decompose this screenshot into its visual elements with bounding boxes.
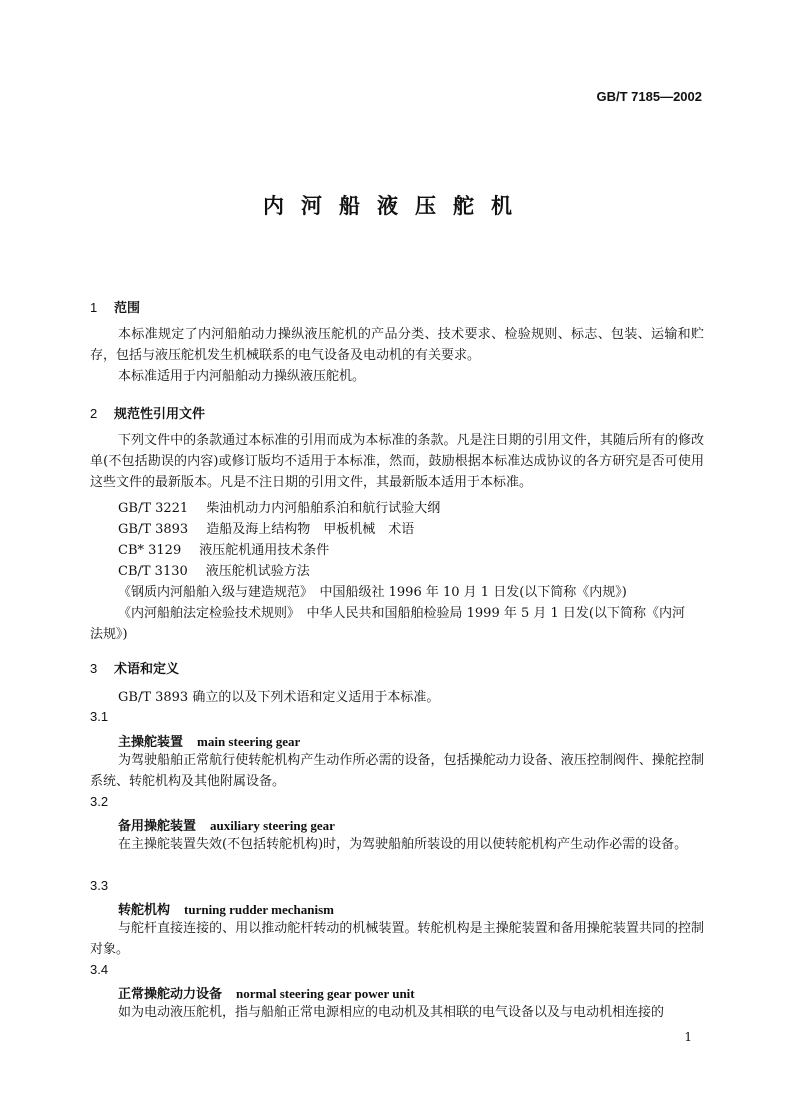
clause-number: 3.2 xyxy=(90,794,109,809)
term-heading xyxy=(118,983,415,1002)
term-heading xyxy=(118,815,335,834)
reference-item xyxy=(118,497,440,516)
term-en: turning rudder mechanism xyxy=(184,902,335,917)
reference-title: 液压舵机通用技术条件 xyxy=(199,543,330,558)
paragraph: 本标准规定了内河船舶动力操纵液压舵机的产品分类、技术要求、检验规则、标志、包装、运输和贮存，包括与液压舵机发生机械联系的电气设备及电动机的有关要求。 xyxy=(90,327,704,363)
term-heading xyxy=(118,731,300,750)
reference-code: CB* 3129 xyxy=(118,543,182,558)
reference-code: GB/T 3221 xyxy=(118,501,189,516)
reference-code: CB/T 3130 xyxy=(118,564,188,579)
reference-item xyxy=(118,560,310,579)
clause-number: 3.1 xyxy=(90,709,109,724)
standard-number: GB/T 7185—2002 xyxy=(596,89,702,104)
reference-item xyxy=(118,539,329,558)
section-title: 范围 xyxy=(114,301,141,316)
reference-item-continued: 法规》) xyxy=(90,627,128,642)
paragraph: 本标准适用于内河船舶动力操纵液压舵机。 xyxy=(118,369,366,384)
section-number: 3 xyxy=(90,661,98,676)
reference-title: 柴油机动力内河船舶系泊和航行试验大纲 xyxy=(206,501,441,516)
term-zh: 正常操舵动力设备 xyxy=(118,987,223,1002)
reference-item xyxy=(118,518,414,537)
reference-title: 液压舵机试验方法 xyxy=(205,564,310,579)
reference-title: 造船及海上结构物 甲板机械 术语 xyxy=(206,522,415,537)
term-zh: 转舵机构 xyxy=(118,903,171,918)
term-en: auxiliary steering gear xyxy=(210,818,335,833)
reference-code: GB/T 3893 xyxy=(118,522,189,537)
section-heading-3 xyxy=(90,658,179,677)
term-definition: 为驾驶船舶正常航行使转舵机构产生动作所必需的设备，包括操舵动力设备、液压控制阀件、操舵控制系统、转舵机构及其他附属设备。 xyxy=(90,753,704,789)
term-zh: 主操舵装置 xyxy=(118,735,184,750)
term-definition: 如为电动液压舵机，指与船舶正常电源相应的电动机及其相联的电气设备以及与电动机相连接的 xyxy=(118,1005,665,1020)
term-en: normal steering gear power unit xyxy=(236,986,415,1001)
paragraph: GB/T 3893 确立的以及下列术语和定义适用于本标准。 xyxy=(118,690,440,705)
term-definition: 与舵杆直接连接的、用以推动舵杆转动的机械装置。转舵机构是主操舵装置和备用操舵装置共同的控制对象。 xyxy=(90,921,704,957)
section-title: 规范性引用文件 xyxy=(114,407,206,422)
clause-number: 3.4 xyxy=(90,962,109,977)
clause-number: 3.3 xyxy=(90,878,109,893)
paragraph: 下列文件中的条款通过本标准的引用而成为本标准的条款。凡是注日期的引用文件，其随后所有的修改单(不包括勘误的内容)或修订版均不适用于本标准，然而，鼓励根据本标准达成协议的各方研究是否可使用这些文件的最新版本。凡是不注日期的引用文件，其最新版本适用于本标准。 xyxy=(90,433,704,490)
section-heading-1 xyxy=(90,297,140,316)
reference-item: 《内河船舶法定检验技术规则》 中华人民共和国船舶检验局 1999 年 5 月 1 日发(以下简称《内河 xyxy=(118,606,685,621)
term-zh: 备用操舵装置 xyxy=(118,819,197,834)
reference-item: 《钢质内河船舶入级与建造规范》 中国船级社 1996 年 10 月 1 日发(以下简称《内规》) xyxy=(118,585,627,600)
document-title: 内河船液压舵机 xyxy=(263,194,529,218)
section-number: 1 xyxy=(90,300,98,315)
section-heading-2 xyxy=(90,403,205,422)
term-heading xyxy=(118,899,334,918)
section-title: 术语和定义 xyxy=(114,662,180,677)
term-en: main steering gear xyxy=(197,734,301,749)
page-number: 1 xyxy=(684,1030,692,1044)
term-definition: 在主操舵装置失效(不包括转舵机构)时，为驾驶船舶所装设的用以使转舵机构产生动作必需的设备。 xyxy=(118,837,688,852)
section-number: 2 xyxy=(90,406,98,421)
